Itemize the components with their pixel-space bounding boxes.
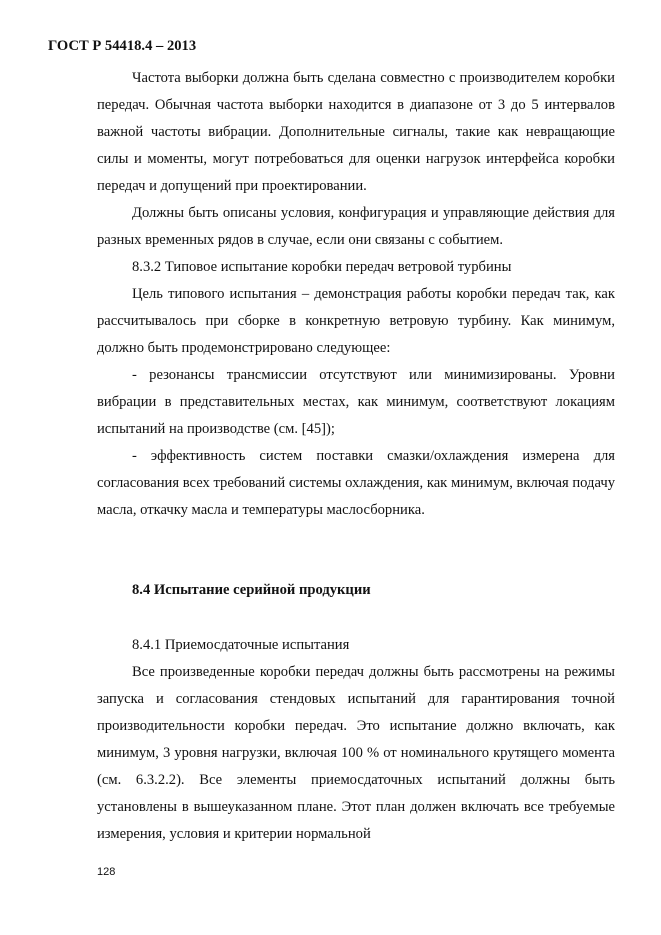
list-item: - резонансы трансмиссии отсутствуют или минимизированы. Уровни вибрации в представительных местах, как минимум, соответствуют локациям испытаний на производстве (см. [45]); (97, 367, 615, 437)
section-heading-block (97, 577, 615, 604)
body-text-top (97, 65, 615, 524)
paragraph: Все произведенные коробки передач должны быть рассмотрены на режимы запуска и согласования стендовых испытаний для гарантирования точной производительности коробки передач. Это испытание должно включать, как минимум, 3 уровня нагрузки, включая 100 % от номинального крутящего момента (см. 6.3.2.2). Все элементы приемосдаточных испытаний должны быть установлены в вышеуказанном плане. Этот план должен включать все требуемые измерения, условия и критерии нормальной (97, 664, 615, 842)
section-heading: 8.4 Испытание серийной продукции (132, 582, 371, 598)
paragraph: Частота выборки должна быть сделана совместно с производителем коробки передач. Обычная частота выборки находится в диапазоне от 3 до 5 интервалов важной частоты вибрации. Дополнительные сигналы, такие как невращающие силы и моменты, могут потребоваться для оценки нагрузок интерфейса коробки передач и допущений при проектировании. (97, 70, 615, 194)
body-text-bottom (97, 632, 615, 848)
subsection-title: 8.3.2 Типовое испытание коробки передач ветровой турбины (132, 259, 512, 275)
paragraph: Цель типового испытания – демонстрация работы коробки передач так, как рассчитывалось при сборке в конкретную ветровую турбину. Как минимум, должно быть продемонстрировано следующее: (97, 286, 615, 356)
page-number: 128 (97, 866, 116, 878)
list-item: - эффективность систем поставки смазки/охлаждения измерена для согласования всех требований системы охлаждения, как минимум, включая подачу масла, откачку масла и температуры маслосборника. (97, 448, 615, 518)
paragraph: Должны быть описаны условия, конфигурация и управляющие действия для разных временных рядов в случае, если они связаны с событием. (97, 205, 615, 248)
page-header: ГОСТ Р 54418.4 – 2013 (48, 38, 197, 54)
subsection-title: 8.4.1 Приемосдаточные испытания (132, 637, 350, 653)
